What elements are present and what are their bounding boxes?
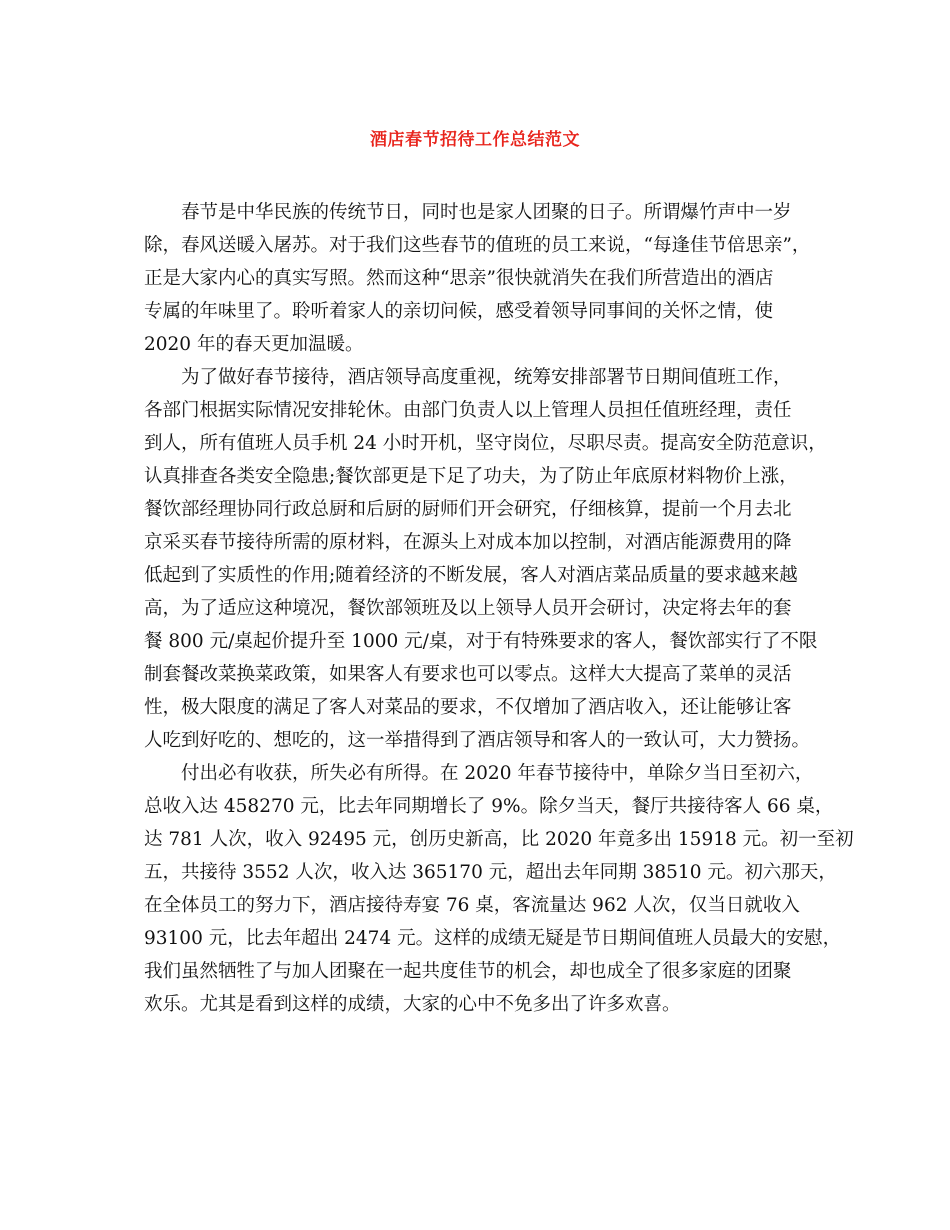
text-line: 京采买春节接待所需的原材料，在源头上对成本加以控制，对酒店能源费用的降: [144, 532, 792, 553]
text-line: 认真排查各类安全隐患;餐饮部更是下足了功夫，为了防止年底原材料物价上涨，: [144, 466, 798, 487]
text-line: 到人，所有值班人员手机 24 小时开机，坚守岗位，尽职尽责。提高安全防范意识，: [144, 433, 827, 454]
document-body: [144, 196, 854, 1021]
text-line: 总收入达 458270 元，比去年同期增长了 9%。除夕当天，餐厅共接待客人 66 桌，: [144, 796, 834, 817]
document-title: 酒店春节招待工作总结范文: [370, 130, 580, 150]
text-line: 2020 年的春天更加温暖。: [144, 334, 364, 355]
text-line: 春节是中华民族的传统节日，同时也是家人团聚的日子。所谓爆竹声中一岁: [181, 202, 792, 223]
text-line: 五，共接待 3552 人次，收入达 365170 元，超出去年同期 38510 元。初六那天，: [144, 862, 837, 883]
text-line: 人吃到好吃的、想吃的，这一举措得到了酒店领导和客人的一致认可，大力赞扬。: [144, 730, 811, 751]
text-line: 付出必有收获，所失必有所得。在 2020 年春节接待中，单除夕当日至初六，: [181, 763, 814, 784]
text-line: 餐饮部经理协同行政总厨和后厨的厨师们开会研究，仔细核算，提前一个月去北: [144, 499, 792, 520]
paragraph-2: [144, 361, 827, 757]
text-line: 为了做好春节接待，酒店领导高度重视，统筹安排部署节日期间值班工作，: [181, 367, 792, 388]
text-line: 93100 元，比去年超出 2474 元。这样的成绩无疑是节日期间值班人员最大的安慰，: [144, 928, 842, 949]
text-line: 达 781 人次，收入 92495 元，创历史新高，比 2020 年竟多出 15918 元。初一至初: [144, 829, 854, 850]
text-line: 各部门根据实际情况安排轮休。由部门负责人以上管理人员担任值班经理，责任: [144, 400, 792, 421]
text-line: 餐 800 元/桌起价提升至 1000 元/桌，对于有特殊要求的客人，餐饮部实行了不限: [144, 631, 818, 652]
paragraph-3: [144, 757, 854, 1021]
text-line: 低起到了实质性的作用;随着经济的不断发展，客人对酒店菜品质量的要求越来越: [144, 565, 798, 586]
text-line: 我们虽然牺牲了与加人团聚在一起共度佳节的机会，却也成全了很多家庭的团聚: [144, 961, 792, 982]
text-line: 专属的年味里了。聆听着家人的亲切问候，感受着领导同事间的关怀之情，使: [144, 301, 774, 322]
text-line: 在全体员工的努力下，酒店接待寿宴 76 桌，客流量达 962 人次，仅当日就收入: [144, 895, 800, 916]
text-line: 制套餐改菜换菜政策，如果客人有要求也可以零点。这样大大提高了菜单的灵活: [144, 664, 792, 685]
text-line: 高，为了适应这种境况，餐饮部领班及以上领导人员开会研讨，决定将去年的套: [144, 598, 792, 619]
paragraph-1: [144, 196, 816, 361]
text-line: 正是大家内心的真实写照。然而这种“思亲”很快就消失在我们所营造出的酒店: [144, 268, 774, 289]
text-line: 性，极大限度的满足了客人对菜品的要求，不仅增加了酒店收入，还让能够让客: [144, 697, 792, 718]
text-line: 除，春风送暖入屠苏。对于我们这些春节的值班的员工来说，“每逢佳节倍思亲”，: [144, 235, 811, 256]
text-line: 欢乐。尤其是看到这样的成绩，大家的心中不免多出了许多欢喜。: [144, 994, 681, 1015]
